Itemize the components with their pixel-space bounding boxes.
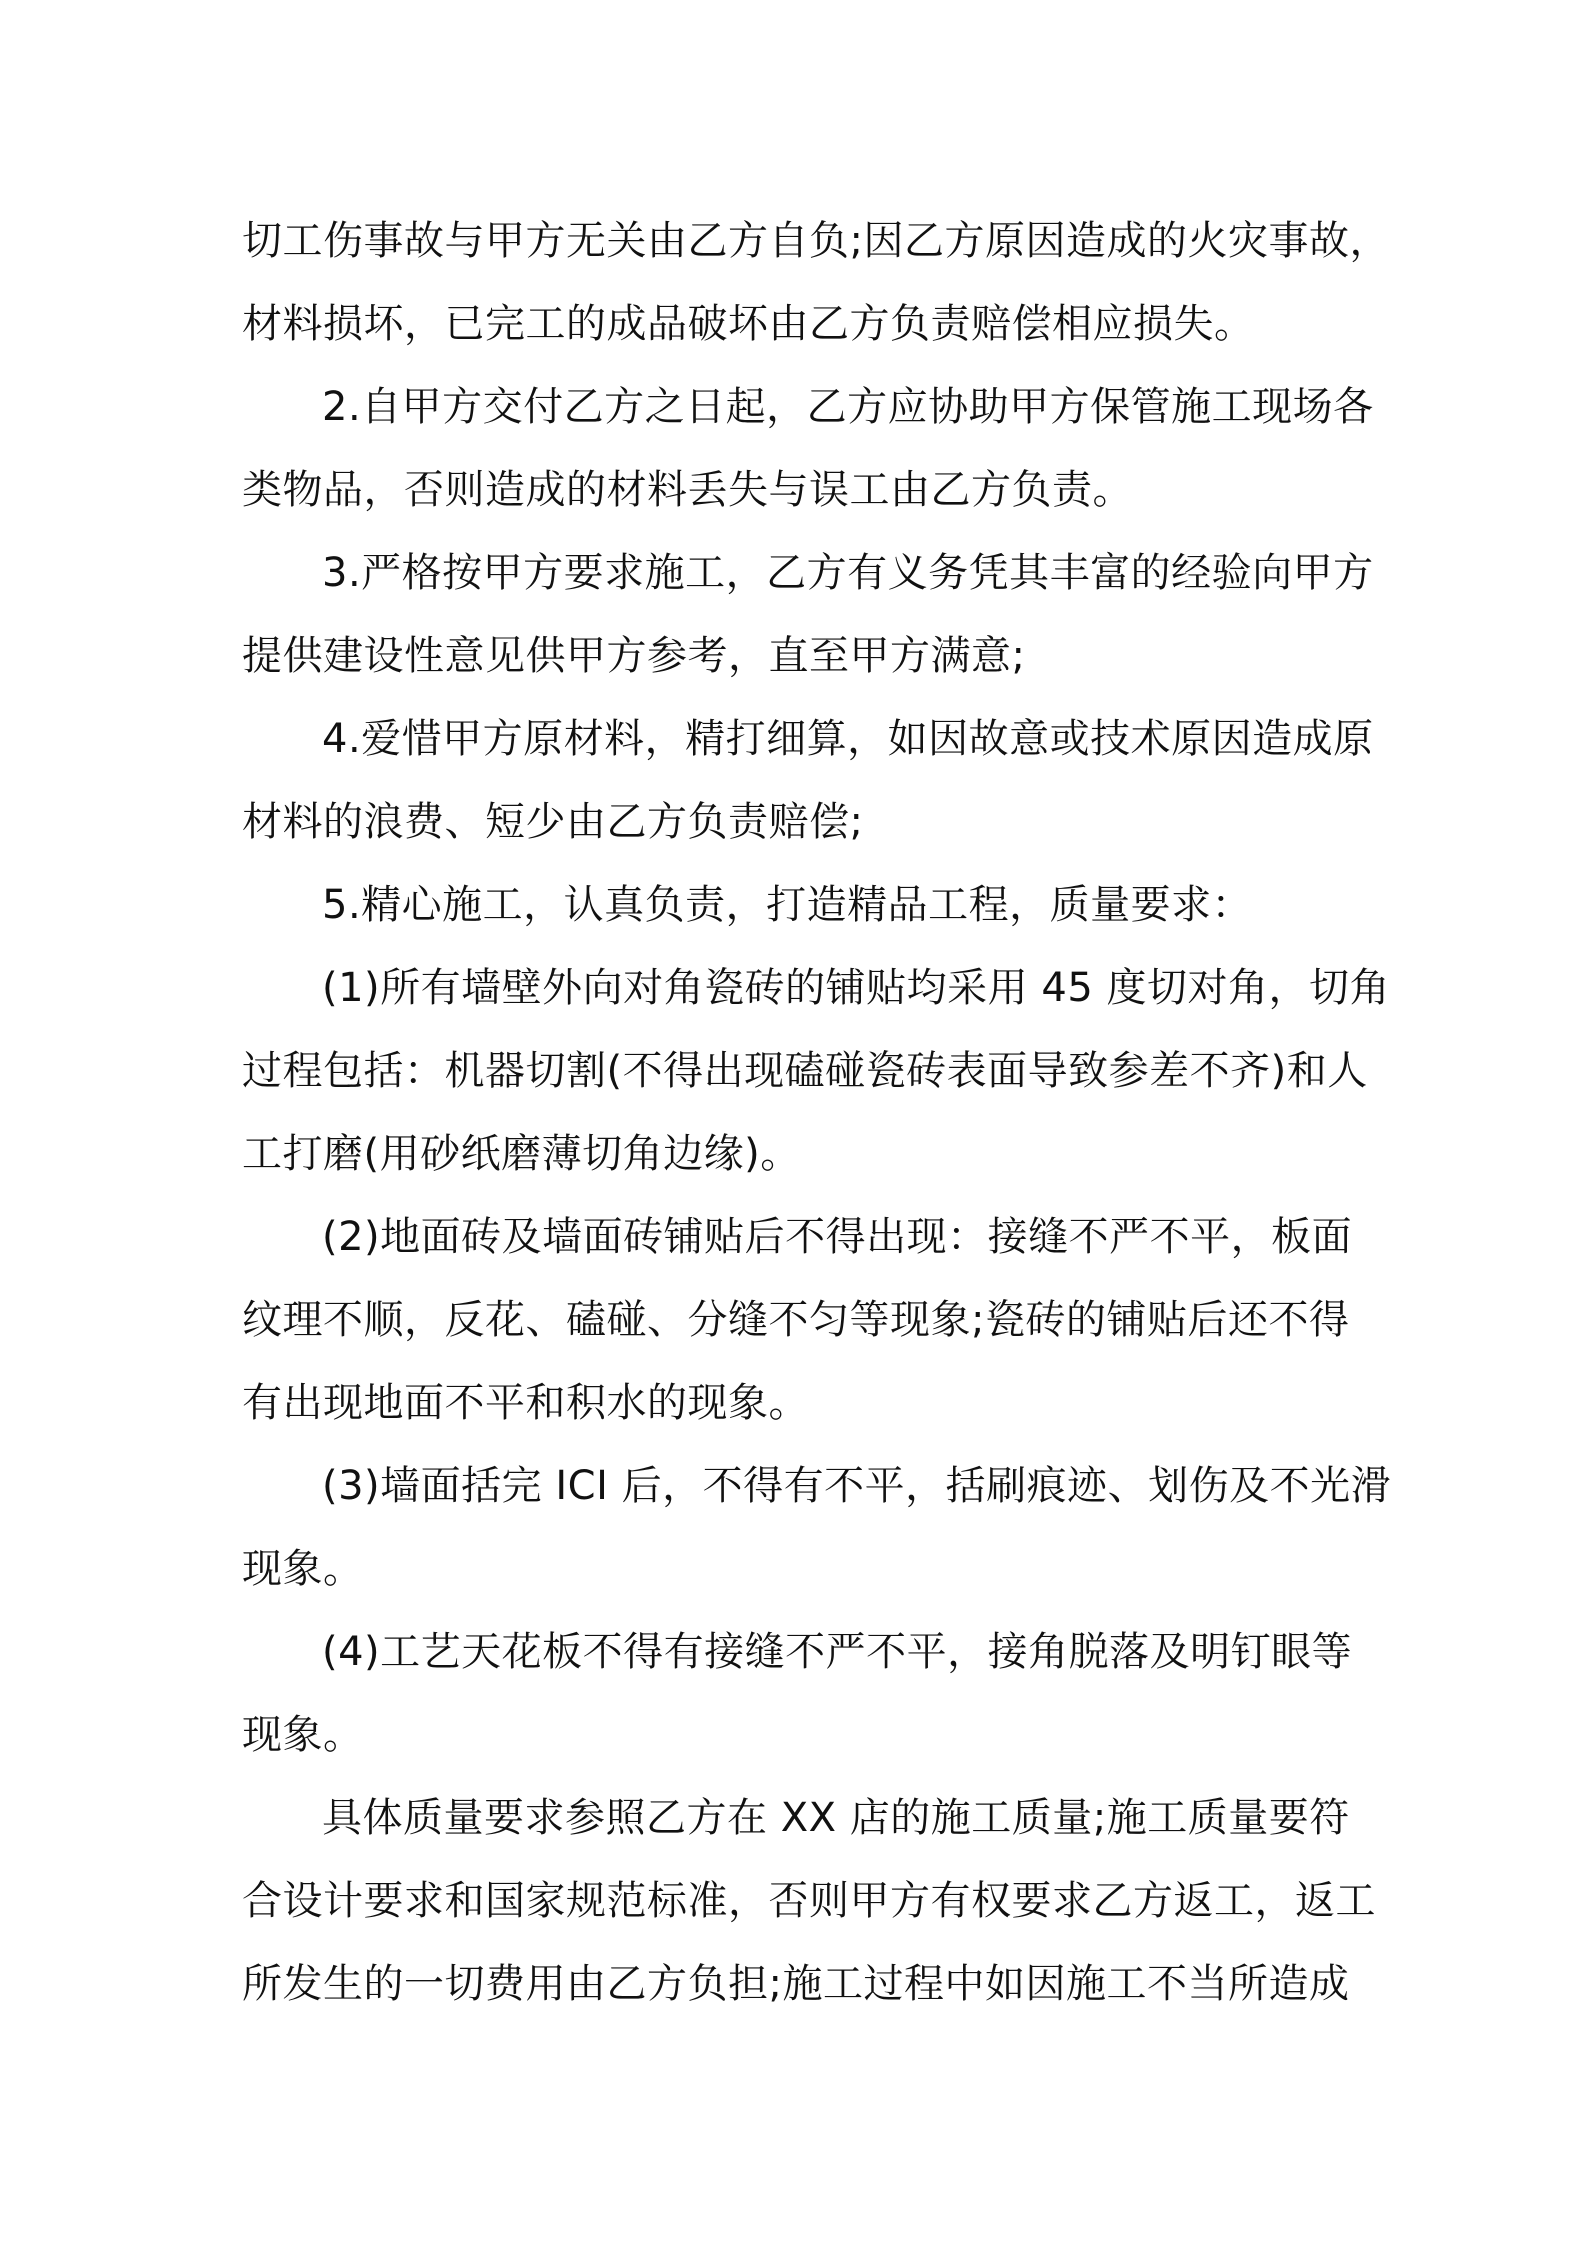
text-line: 具体质量要求参照乙方在 XX 店的施工质量;施工质量要符 [322,1795,1350,1841]
text-line: 3.严格按甲方要求施工，乙方有义务凭其丰富的经验向甲方 [322,550,1374,596]
text-line: 过程包括：机器切割(不得出现磕碰瓷砖表面导致参差不齐)和人 [242,1048,1368,1094]
text-line: 现象。 [242,1546,364,1592]
text-line: 切工伤事故与甲方无关由乙方自负;因乙方原因造成的火灾事故， [242,218,1390,264]
text-line: 所发生的一切费用由乙方负担;施工过程中如因施工不当所造成 [242,1961,1350,2007]
text-line: 工打磨(用砂纸磨薄切角边缘)。 [242,1131,801,1177]
text-line: 合设计要求和国家规范标准，否则甲方有权要求乙方返工，返工 [242,1878,1376,1924]
text-line: 2.自甲方交付乙方之日起，乙方应协助甲方保管施工现场各 [322,384,1374,430]
text-line: 4.爱惜甲方原材料，精打细算，如因故意或技术原因造成原 [322,716,1374,762]
text-line: 5.精心施工，认真负责，打造精品工程，质量要求： [322,882,1253,928]
text-line: 材料的浪费、短少由乙方负责赔偿; [242,799,864,845]
text-line: 材料损坏，已完工的成品破坏由乙方负责赔偿相应损失。 [242,301,1255,347]
text-line: (4)工艺天花板不得有接缝不严不平，接角脱落及明钉眼等 [322,1629,1353,1675]
text-line: 纹理不顺，反花、磕碰、分缝不匀等现象;瓷砖的铺贴后还不得 [242,1297,1350,1343]
text-line: (3)墙面括完 ICI 后，不得有不平，括刷痕迹、划伤及不光滑 [322,1463,1392,1509]
document-page [242,200,1392,2026]
text-line: 提供建设性意见供甲方参考，直至甲方满意; [242,633,1026,679]
text-line: (1)所有墙壁外向对角瓷砖的铺贴均采用 45 度切对角，切角 [322,965,1390,1011]
text-line: 有出现地面不平和积水的现象。 [242,1380,809,1426]
text-line: (2)地面砖及墙面砖铺贴后不得出现：接缝不严不平，板面 [322,1214,1353,1260]
text-line: 类物品，否则造成的材料丢失与误工由乙方负责。 [242,467,1133,513]
text-line: 现象。 [242,1712,364,1758]
